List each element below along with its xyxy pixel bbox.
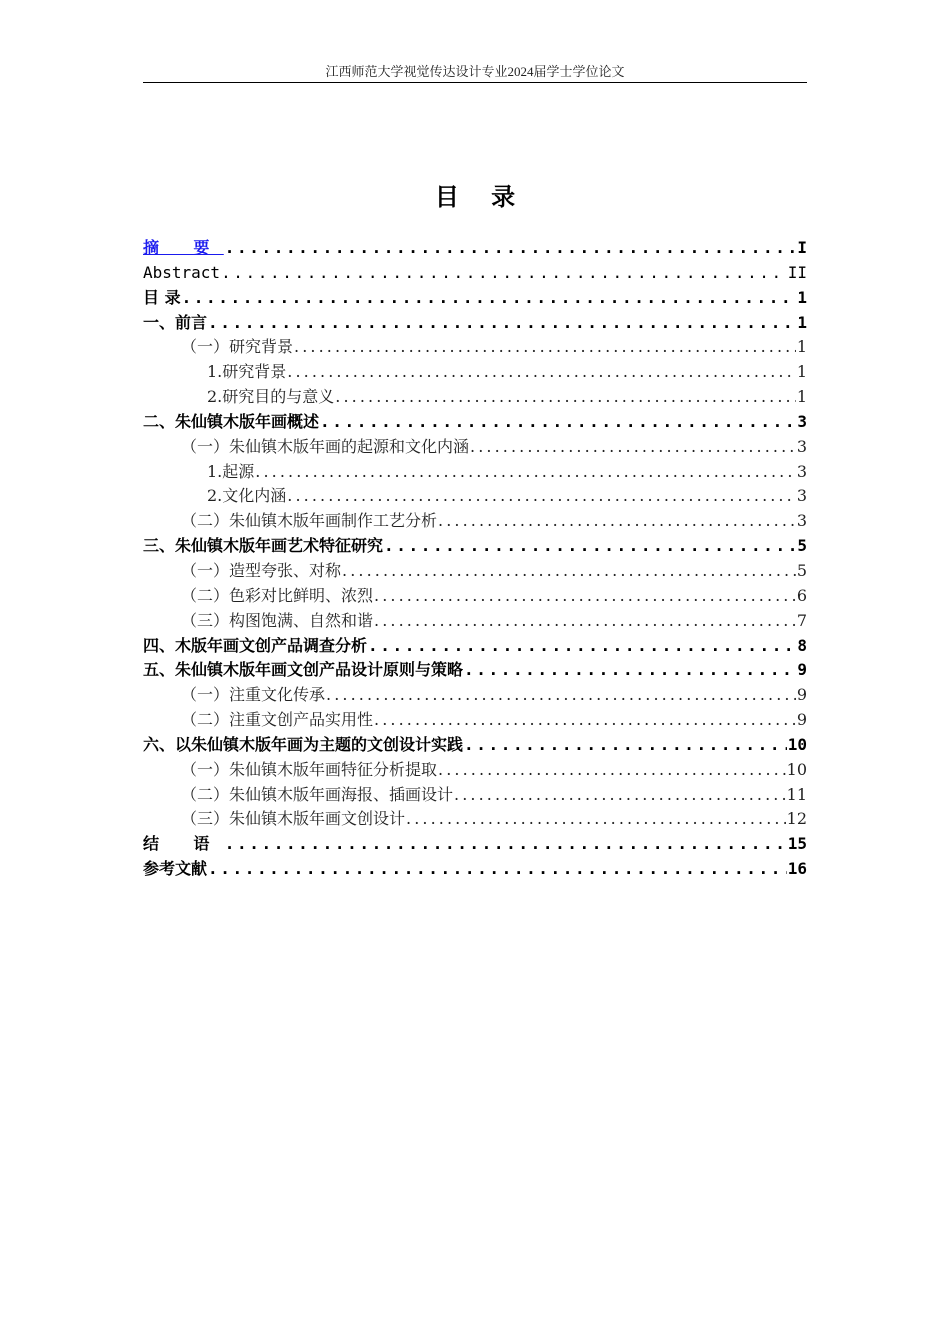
toc-entry-section[interactable] bbox=[143, 708, 807, 733]
toc-entry-label: 四、木版年画文创产品调查分析 bbox=[143, 635, 368, 655]
toc-entry-page: 6 bbox=[796, 585, 807, 605]
toc-entry-page: 3 bbox=[796, 486, 807, 506]
dot-leader bbox=[384, 534, 796, 559]
toc-entry-section[interactable] bbox=[143, 683, 807, 708]
toc-entry-conclusion[interactable] bbox=[143, 832, 807, 857]
dot-leader bbox=[368, 634, 796, 659]
dot-leader bbox=[182, 286, 797, 311]
toc-entry-subsection[interactable] bbox=[143, 360, 807, 385]
toc-entry-label: （一）朱仙镇木版年画特征分析提取 bbox=[181, 759, 438, 779]
toc-entry-section[interactable] bbox=[143, 559, 807, 584]
toc-entry-page: 7 bbox=[796, 610, 807, 630]
toc-entry-label: 二、朱仙镇木版年画概述 bbox=[143, 411, 320, 431]
toc-entry-label: 一、前言 bbox=[143, 312, 208, 332]
toc-entry-page: 1 bbox=[796, 337, 807, 357]
toc-entry-label: （一）研究背景 bbox=[181, 337, 294, 357]
toc-entry-label: 五、朱仙镇木版年画文创产品设计原则与策略 bbox=[143, 660, 464, 680]
page-title: 目 录 bbox=[434, 183, 528, 211]
toc-entry-page: 9 bbox=[796, 685, 807, 705]
toc-entry-section[interactable] bbox=[143, 509, 807, 534]
dot-leader bbox=[225, 236, 797, 261]
toc-entry-chapter-3[interactable] bbox=[143, 534, 807, 559]
toc-entry-label: （三）构图饱满、自然和谐 bbox=[181, 610, 374, 630]
toc-entry-label: （二）注重文创产品实用性 bbox=[181, 710, 374, 730]
toc-entry-chapter-1[interactable] bbox=[143, 311, 807, 336]
dot-leader bbox=[335, 385, 796, 410]
running-header: 江西师范大学视觉传达设计专业2024届学士学位论文 bbox=[325, 64, 625, 79]
toc-entry-label: 三、朱仙镇木版年画艺术特征研究 bbox=[143, 536, 384, 556]
toc-entry-label: 1.起源 bbox=[207, 461, 255, 481]
dot-leader bbox=[464, 658, 796, 683]
toc-entry-label: 1.研究背景 bbox=[207, 362, 287, 382]
dot-leader bbox=[464, 733, 787, 758]
toc-entry-page: 11 bbox=[786, 784, 807, 804]
toc-entry-label: （三）朱仙镇木版年画文创设计 bbox=[181, 809, 406, 829]
toc-entry-label: （二）色彩对比鲜明、浓烈 bbox=[181, 585, 374, 605]
dot-leader bbox=[255, 460, 796, 485]
dot-leader bbox=[438, 758, 786, 783]
toc-entry-page: II bbox=[787, 262, 807, 282]
toc-entry-label: 参考文献 bbox=[143, 859, 208, 879]
toc-entry-page: 1 bbox=[797, 312, 807, 332]
toc-entry-label: （二）朱仙镇木版年画制作工艺分析 bbox=[181, 511, 438, 531]
dot-leader bbox=[287, 360, 796, 385]
toc-entry-label: （一）朱仙镇木版年画的起源和文化内涵 bbox=[181, 436, 470, 456]
dot-leader bbox=[374, 708, 796, 733]
dot-leader bbox=[342, 559, 796, 584]
toc-entry-page: 10 bbox=[786, 759, 807, 779]
dot-leader bbox=[294, 335, 796, 360]
dot-leader bbox=[438, 509, 796, 534]
toc-entry-section[interactable] bbox=[143, 758, 807, 783]
toc-entry-label: 2.文化内涵 bbox=[207, 486, 287, 506]
toc-entry-section[interactable] bbox=[143, 435, 807, 460]
toc-entry-chapter-6[interactable] bbox=[143, 733, 807, 758]
toc-entry-page: 3 bbox=[796, 461, 807, 481]
toc-entry-label: 结 语 bbox=[143, 834, 224, 854]
dot-leader bbox=[208, 857, 787, 882]
toc-entry-page: 12 bbox=[786, 809, 807, 829]
toc-entry-page: 3 bbox=[796, 511, 807, 531]
toc-entry-subsection[interactable] bbox=[143, 385, 807, 410]
toc-entry-page: 5 bbox=[797, 536, 807, 556]
toc-entry-label: 2.研究目的与意义 bbox=[207, 387, 335, 407]
toc-entry-contents[interactable] bbox=[143, 286, 807, 311]
toc-entry-label[interactable]: 摘 要 bbox=[143, 238, 224, 257]
toc-entry-section[interactable] bbox=[143, 783, 807, 808]
toc-entry-page: I bbox=[797, 238, 807, 257]
toc-entry-page: 10 bbox=[787, 734, 807, 754]
dot-leader bbox=[225, 832, 787, 857]
toc-entry-page: 9 bbox=[797, 660, 807, 680]
toc-entry-label: （一）造型夸张、对称 bbox=[181, 560, 342, 580]
toc-entry-chapter-2[interactable] bbox=[143, 410, 807, 435]
toc-entry-page: 8 bbox=[797, 635, 807, 655]
toc-entry-page: 9 bbox=[796, 710, 807, 730]
toc-entry-page: 16 bbox=[787, 859, 807, 879]
toc-entry-abstract-cn[interactable] bbox=[143, 236, 807, 261]
dot-leader bbox=[470, 435, 796, 460]
dot-leader bbox=[221, 261, 787, 286]
toc-entry-label: （二）朱仙镇木版年画海报、插画设计 bbox=[181, 784, 454, 804]
toc-entry-label: Abstract bbox=[143, 262, 221, 282]
toc-entry-subsection[interactable] bbox=[143, 460, 807, 485]
dot-leader bbox=[320, 410, 796, 435]
dot-leader bbox=[374, 584, 796, 609]
toc-entry-page: 3 bbox=[796, 436, 807, 456]
dot-leader bbox=[454, 783, 786, 808]
toc-entry-page: 15 bbox=[787, 834, 807, 854]
toc-entry-page: 3 bbox=[797, 411, 807, 431]
dot-leader bbox=[287, 484, 796, 509]
toc-entry-section[interactable] bbox=[143, 584, 807, 609]
toc-entry-references[interactable] bbox=[143, 857, 807, 882]
dot-leader bbox=[326, 683, 796, 708]
toc-entry-subsection[interactable] bbox=[143, 484, 807, 509]
toc-entry-page: 1 bbox=[797, 287, 807, 307]
toc-entry-section[interactable] bbox=[143, 807, 807, 832]
toc-entry-chapter-5[interactable] bbox=[143, 658, 807, 683]
dot-leader bbox=[208, 311, 796, 336]
dot-leader bbox=[374, 609, 796, 634]
header-rule bbox=[143, 82, 807, 83]
toc-entry-section[interactable] bbox=[143, 335, 807, 360]
table-of-contents bbox=[143, 236, 807, 882]
toc-entry-label: 六、以朱仙镇木版年画为主题的文创设计实践 bbox=[143, 734, 464, 754]
toc-entry-section[interactable] bbox=[143, 609, 807, 634]
toc-entry-page: 5 bbox=[796, 560, 807, 580]
toc-entry-page: 1 bbox=[796, 362, 807, 382]
toc-entry-label: （一）注重文化传承 bbox=[181, 685, 326, 705]
toc-entry-page: 1 bbox=[796, 387, 807, 407]
toc-entry-chapter-4[interactable] bbox=[143, 634, 807, 659]
toc-entry-label: 目 录 bbox=[143, 287, 181, 307]
dot-leader bbox=[406, 807, 786, 832]
toc-entry-abstract-en[interactable] bbox=[143, 261, 807, 286]
